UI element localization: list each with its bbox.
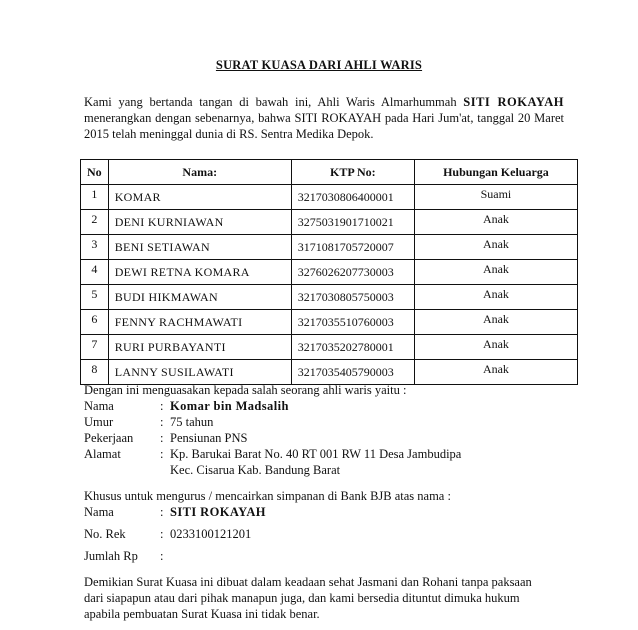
row-relation: Suami [414,185,577,210]
row-relation: Anak [414,285,577,310]
field-separator: : [160,549,164,563]
delegate-age-value: 75 tahun [170,415,214,429]
savings-amount-row [84,548,554,564]
header-no: No [81,160,109,185]
row-relation: Anak [414,235,577,260]
row-relation: Anak [414,360,577,385]
row-name: RURI PURBAYANTI [108,335,291,360]
table-row [81,335,578,360]
savings-lead: Khusus untuk mengurus / mencairkan simpanan di Bank BJB atas nama : [84,489,451,503]
heirs-table [80,159,578,385]
row-relation: Anak [414,335,577,360]
row-name: FENNY RACHMAWATI [108,310,291,335]
row-relation: Anak [414,310,577,335]
row-no: 3 [81,235,109,260]
savings-section [84,488,554,564]
row-ktp: 3171081705720007 [291,235,414,260]
field-separator: : [160,431,164,445]
row-no: 1 [81,185,109,210]
row-ktp: 3275031901710021 [291,210,414,235]
delegate-section [84,382,554,478]
row-no: 8 [81,360,109,385]
row-name: LANNY SUSILAWATI [108,360,291,385]
row-ktp: 3217035405790003 [291,360,414,385]
row-no: 4 [81,260,109,285]
row-relation: Anak [414,260,577,285]
row-no: 7 [81,335,109,360]
table-row [81,210,578,235]
delegate-name-row [84,398,554,414]
delegate-job-value: Pensiunan PNS [170,431,248,445]
field-separator: : [160,415,164,429]
row-name: DEWI RETNA KOMARA [108,260,291,285]
field-separator: : [160,527,164,541]
field-label: Alamat [84,447,121,461]
field-separator: : [160,399,164,413]
field-label: Nama [84,505,114,519]
address-line-1: Kp. Barukai Barat No. 40 RT 001 RW 11 Desa Jambudipa [170,447,462,461]
savings-amount-value [170,548,554,564]
field-label: Jumlah Rp [84,549,138,563]
row-ktp: 3217030806400001 [291,185,414,210]
closing-paragraph: Demikian Surat Kuasa ini dibuat dalam keadaan sehat Jasmani dan Rohani tanpa paksaan dari siapapun atau dari pihak manapun juga, dan kami bersedia dituntut dimuka hukum apabila pembuatan Surat Kuasa ini tidak benar. [84,575,532,621]
intro-text-1: Kami yang bertanda tangan di bawah ini, Ahli Waris Almarhummah [84,95,464,109]
field-label: No. Rek [84,527,126,541]
table-row [81,235,578,260]
field-label: Pekerjaan [84,431,134,445]
header-name: Nama: [108,160,291,185]
row-no: 2 [81,210,109,235]
header-relation: Hubungan Keluarga [414,160,577,185]
row-ktp: 3217035202780001 [291,335,414,360]
savings-account-value: 0233100121201 [170,527,252,541]
table-row [81,260,578,285]
row-no: 6 [81,310,109,335]
intro-paragraph [84,94,564,142]
delegate-lead: Dengan ini menguasakan kepada salah seorang ahli waris yaitu : [84,383,407,397]
table-row [81,185,578,210]
row-ktp: 3217030805750003 [291,285,414,310]
field-separator: : [160,447,164,461]
row-name: DENI KURNIAWAN [108,210,291,235]
field-label: Nama [84,399,114,413]
row-relation: Anak [414,210,577,235]
row-name: BENI SETIAWAN [108,235,291,260]
row-no: 5 [81,285,109,310]
savings-name-value: SITI ROKAYAH [170,505,266,519]
delegate-name-value: Komar bin Madsalih [170,399,289,413]
row-name: BUDI HIKMAWAN [108,285,291,310]
header-ktp: KTP No: [291,160,414,185]
delegate-age-row [84,414,554,430]
table-header-row [81,160,578,185]
savings-name-row [84,504,554,520]
deceased-name: SITI ROKAYAH [463,95,564,109]
field-label: Umur [84,415,114,429]
intro-text-2: menerangkan dengan sebenarnya, bahwa SITI ROKAYAH pada Hari Jum'at, tanggal 20 Maret 2015 telah meninggal dunia di RS. Sentra Medika Depok. [84,111,564,141]
delegate-address-row [84,446,554,478]
row-ktp: 3276026207730003 [291,260,414,285]
table-row [81,310,578,335]
address-line-2: Kec. Cisarua Kab. Bandung Barat [170,463,341,477]
savings-account-row [84,526,554,542]
delegate-address-value [170,446,554,478]
row-name: KOMAR [108,185,291,210]
document-title: SURAT KUASA DARI AHLI WARIS [215,58,423,72]
row-ktp: 3217035510760003 [291,310,414,335]
table-row [81,360,578,385]
field-separator: : [160,505,164,519]
delegate-job-row [84,430,554,446]
table-row [81,285,578,310]
